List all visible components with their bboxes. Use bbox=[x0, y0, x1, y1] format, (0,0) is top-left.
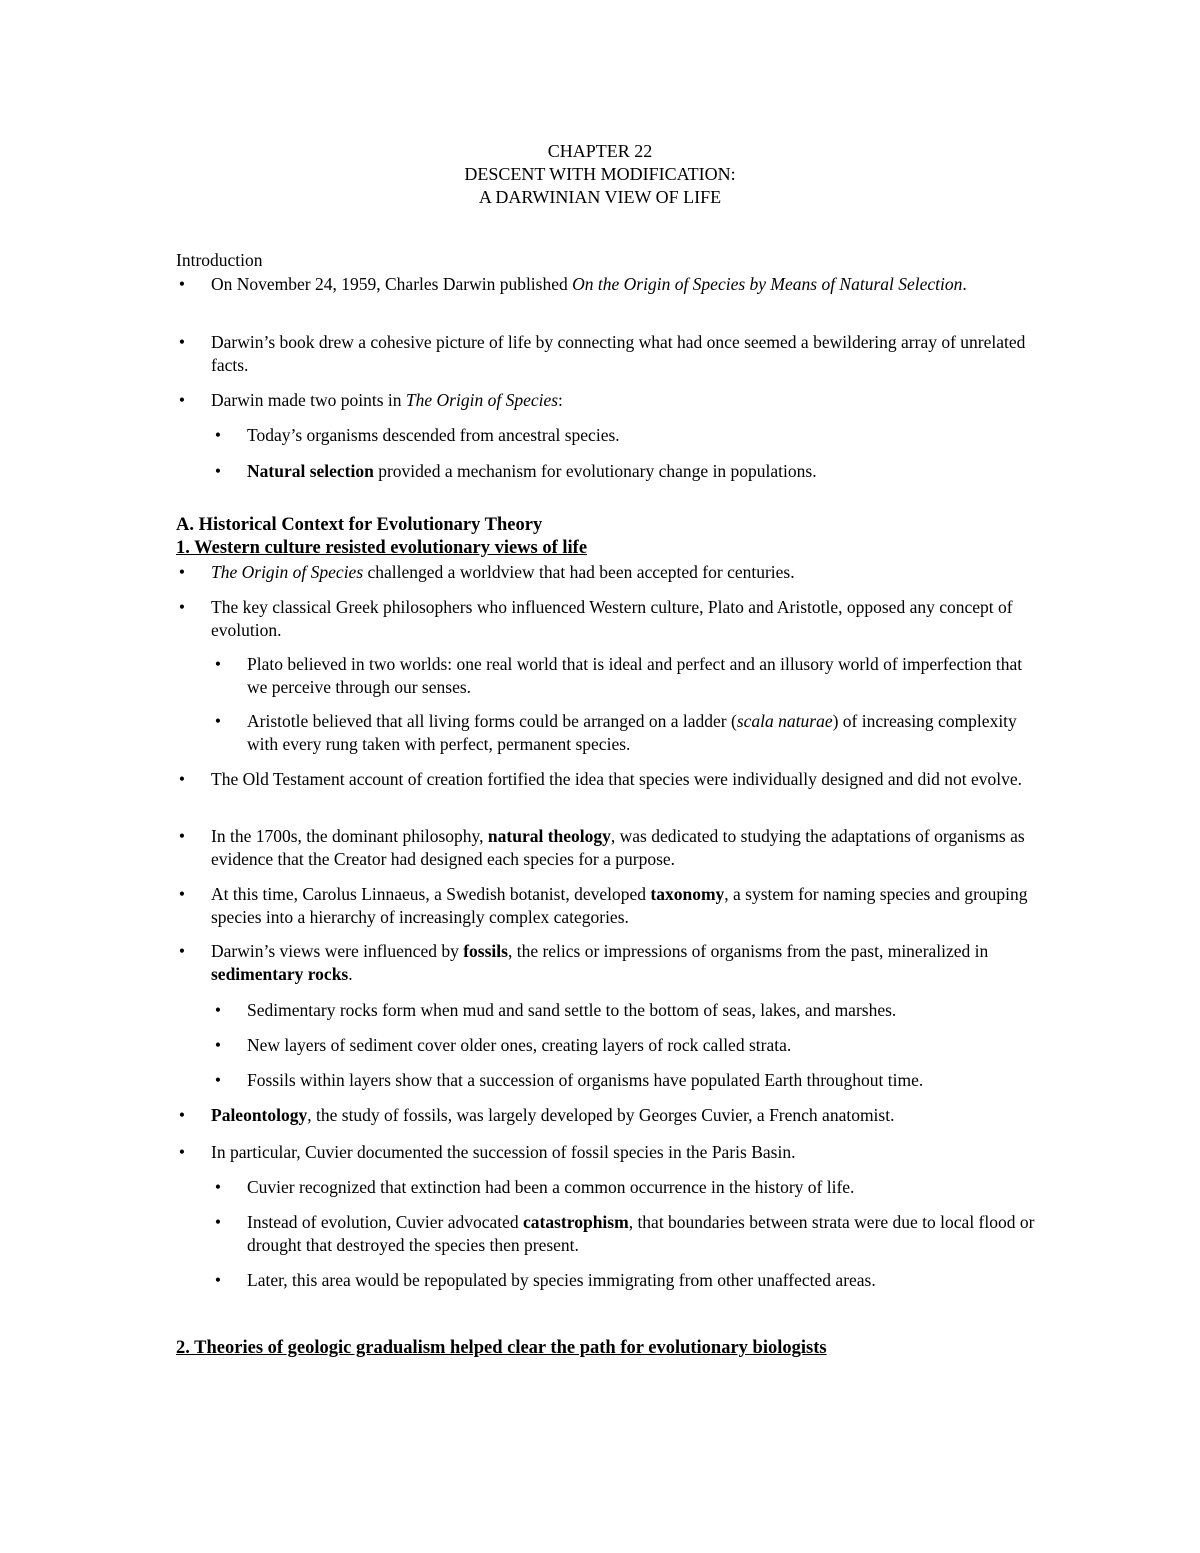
bullet-icon: • bbox=[214, 1270, 222, 1290]
intro-heading: Introduction bbox=[176, 250, 263, 270]
bullet-icon: • bbox=[214, 1000, 222, 1020]
bullet-icon: • bbox=[178, 332, 186, 352]
bullet-icon: • bbox=[178, 884, 186, 904]
bullet-icon: • bbox=[178, 562, 186, 582]
bullet-icon: • bbox=[214, 711, 222, 731]
bullet-icon: • bbox=[214, 425, 222, 445]
bullet-icon: • bbox=[214, 461, 222, 481]
bullet-icon: • bbox=[178, 1105, 186, 1125]
bullet-icon: • bbox=[214, 1035, 222, 1055]
bullet-icon: • bbox=[178, 1142, 186, 1162]
bullet-icon: • bbox=[214, 1070, 222, 1090]
bullet-icon: • bbox=[178, 390, 186, 410]
chapter-number: CHAPTER 22 bbox=[547, 141, 653, 161]
chapter-title-line: DESCENT WITH MODIFICATION: bbox=[464, 164, 736, 184]
bullet-icon: • bbox=[178, 826, 186, 846]
subsection-heading: 1. Western culture resisted evolutionary views of life bbox=[176, 538, 588, 558]
bullet-icon: • bbox=[178, 941, 186, 961]
bullet-icon: • bbox=[178, 597, 186, 617]
bullet-icon: • bbox=[214, 654, 222, 674]
document-page: CHAPTER 22 DESCENT WITH MODIFICATION: A DARWINIAN VIEW OF LIFE Introduction • On November 24, 1959, Charles Darwin published On the Origin of Species by Means of Natural Selection. • Darwin’s book drew a cohesive picture of life by connecting what had once seemed a bewildering array of unrelated facts. • Darwin made two points in The Origin of Species: • Today’s organisms descended from ancestral species. • Natural selection provided a mechanism for evolutionary change in populations. A. Historical Context for Evolutionary Theory 1. Western culture resisted evolutionary views of life • The Origin of Species challenged a worldview that had been accepted for centuries. • The key classical Greek philosophers who influenced Western culture, Plato and Aristotle, opposed any concept of evolution. • Plato believed in two worlds: one real world that is ideal and perfect and an illusory world of imperfection that we perceive through our senses. • Aristotle believed that all living forms could be arranged on a ladder (scala naturae) of increasing complexity with every rung taken with perfect, permanent species. • The Old Testament account of creation fortified the idea that species were individually designed and did not evolve. • In the 1700s, the dominant philosophy, natural theology, was dedicated to studying the adaptations of organisms as evidence that the Creator had designed each species for a purpose. • At this time, Carolus Linnaeus, a Swedish botanist, developed taxonomy, a system for naming species and grouping species into a hierarchy of increasingly complex categories. • Darwin’s views were influenced by fossils, the relics or impressions of organisms from the past, mineralized in sedimentary rocks. • Sedimentary rocks form when mud and sand settle to the bottom of seas, lakes, and marshes. • New layers of sediment cover older ones, creating layers of rock called strata. • Fossils within layers show that a succession of organisms have populated Earth throughout time. • Paleontology, the study of fossils, was largely developed by Georges Cuvier, a French anatomist. • In particular, Cuvier documented the succession of fossil species in the Paris Basin. • Cuvier recognized that extinction had been a common occurrence in the history of life. • Instead of evolution, Cuvier advocated catastrophism, that boundaries between strata were due to local flood or drought that destroyed the species then present. • Later, this area would be repopulated by species immigrating from other unaffected areas. 2. Theories of geologic gradualism helped clear the path for evolutionary biologists bbox=[0, 0, 1200, 1553]
bullet-icon: • bbox=[214, 1212, 222, 1232]
subsection-heading: 2. Theories of geologic gradualism helped clear the path for evolutionary biologists bbox=[176, 1338, 827, 1358]
bullet-icon: • bbox=[178, 274, 186, 294]
chapter-title bbox=[0, 140, 1200, 209]
chapter-subtitle-line: A DARWINIAN VIEW OF LIFE bbox=[478, 187, 722, 207]
bullet-icon: • bbox=[178, 769, 186, 789]
section-heading: A. Historical Context for Evolutionary Theory bbox=[176, 515, 543, 535]
bullet-icon: • bbox=[214, 1177, 222, 1197]
